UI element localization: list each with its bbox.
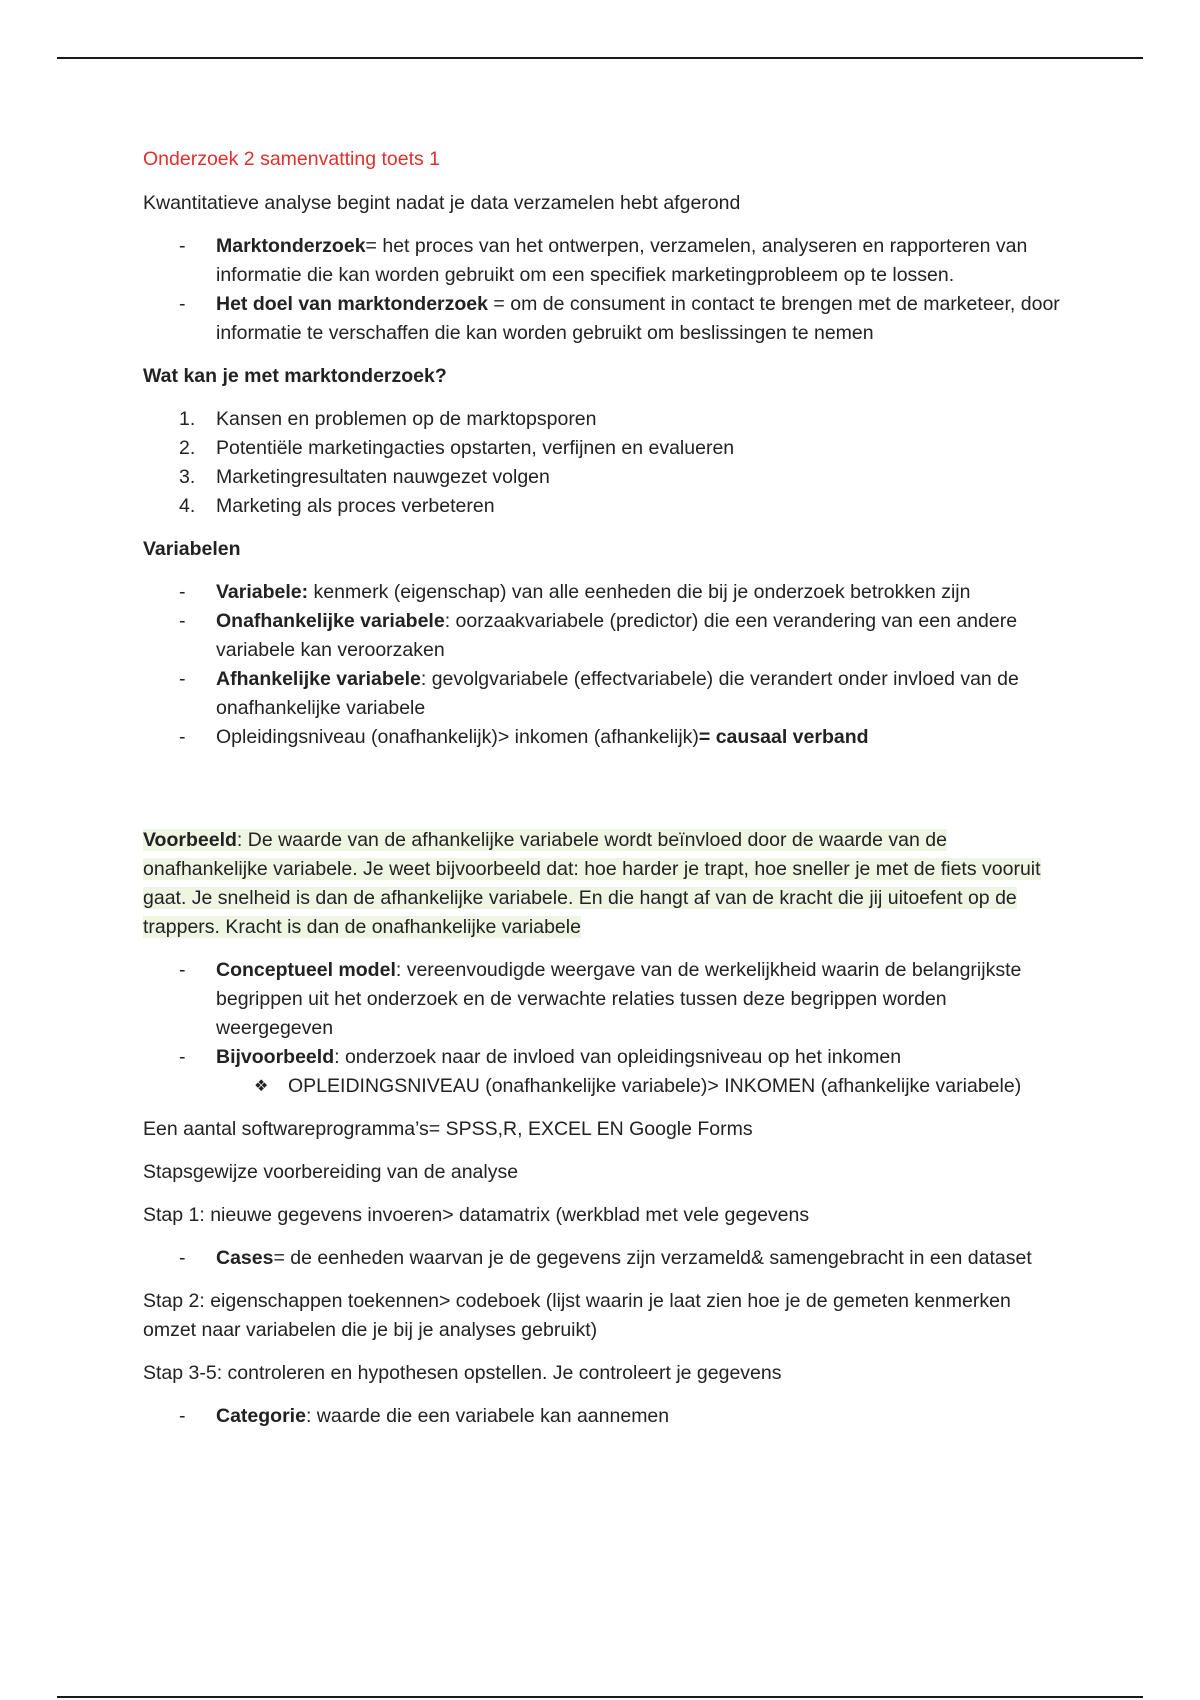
- steps-heading: Stapsgewijze voorbereiding van de analyse: [143, 1161, 519, 1183]
- blank-space: [143, 766, 1063, 826]
- definition-text: : oorzaakvariabele (predictor) die een verandering van een andere variabele kan veroorzaken: [216, 610, 1018, 661]
- list-item: [143, 405, 1063, 434]
- diamond-bullet-icon: ❖: [254, 1078, 269, 1095]
- dash-bullet: -: [179, 581, 186, 603]
- causal-text: Opleidingsniveau (onafhankelijk)> inkomen (afhankelijk): [216, 726, 699, 748]
- term: Variabele:: [216, 581, 309, 603]
- top-rule: [57, 57, 1143, 59]
- list-item: [143, 434, 1063, 463]
- list-item: [143, 1244, 1063, 1273]
- dash-bullet: -: [179, 959, 186, 981]
- bottom-rule: [57, 1696, 1143, 1698]
- list-item: [143, 290, 1063, 348]
- list-item: [143, 232, 1063, 290]
- dash-bullet: -: [179, 293, 186, 315]
- definition-text: : waarde die een variabele kan aannemen: [305, 1405, 670, 1427]
- list-item: [143, 463, 1063, 492]
- example-paragraph: [143, 826, 1063, 942]
- list-text: Marketingresultaten nauwgezet volgen: [216, 466, 550, 488]
- definition-text: = de eenheden waarvan je de gegevens zijn verzameld& samengebracht in een dataset: [273, 1247, 1032, 1269]
- document-body: [143, 145, 1063, 1445]
- definition-list: [143, 232, 1063, 348]
- list-number: 1.: [179, 408, 196, 430]
- sub-text: OPLEIDINGSNIVEAU (onafhankelijke variabele)> INKOMEN (afhankelijke variabele): [288, 1075, 1022, 1097]
- term: Het doel van marktonderzoek: [216, 293, 488, 315]
- intro-paragraph: Kwantitatieve analyse begint nadat je data verzamelen hebt afgerond: [143, 192, 741, 214]
- term: Conceptueel model: [216, 959, 396, 981]
- software-paragraph: Een aantal softwareprogramma’s= SPSS,R, EXCEL EN Google Forms: [143, 1118, 753, 1140]
- definition-text: : vereenvoudigde weergave van de werkelijkheid waarin de belangrijkste begrippen uit het onderzoek en de verwachte relaties tussen deze begrippen worden weergegeven: [216, 959, 1022, 1039]
- dash-bullet: -: [179, 726, 186, 748]
- term: Afhankelijke variabele: [216, 668, 421, 690]
- list-item: [143, 1402, 1063, 1431]
- dash-bullet: -: [179, 610, 186, 632]
- example-highlight: [143, 829, 1041, 938]
- list-item: [216, 1072, 1063, 1101]
- term: Bijvoorbeeld: [216, 1046, 335, 1068]
- dash-bullet: -: [179, 1046, 186, 1068]
- definition-text: = het proces van het ontwerpen, verzamelen, analyseren en rapporteren van informatie die kan worden gebruikt om een specifiek marketingprobleem op te lossen.: [216, 235, 1028, 286]
- dash-bullet: -: [179, 235, 186, 257]
- dash-bullet: -: [179, 1247, 186, 1269]
- definition-text: : onderzoek naar de invloed van opleidingsniveau op het inkomen: [334, 1046, 902, 1068]
- term: Voorbeeld: [143, 829, 237, 851]
- term: Cases: [216, 1247, 274, 1269]
- list-item: [143, 956, 1063, 1043]
- definition-text: : gevolgvariabele (effectvariabele) die verandert onder invloed van de onafhankelijke variabele: [216, 668, 1019, 719]
- definition-text: = om de consument in contact te brengen met de marketeer, door informatie te verschaffen die kan worden gebruikt om beslissingen te nemen: [216, 293, 1060, 344]
- list-text: Potentiële marketingacties opstarten, verfijnen en evalueren: [216, 437, 735, 459]
- list-item: [143, 665, 1063, 723]
- causal-bold: = causaal verband: [698, 726, 869, 748]
- list-item: [143, 607, 1063, 665]
- list-text: Kansen en problemen op de marktopsporen: [216, 408, 597, 430]
- variables-list: [143, 578, 1063, 752]
- list-item: [143, 578, 1063, 607]
- step-2: Stap 2: eigenschappen toekennen> codeboek (lijst waarin je laat zien hoe je de gemeten kenmerken omzet naar variabelen die je bij je analyses gebruikt): [143, 1290, 1011, 1341]
- sub-list: [216, 1072, 1063, 1101]
- dash-bullet: -: [179, 1405, 186, 1427]
- definition-text: kenmerk (eigenschap) van alle eenheden die bij je onderzoek betrokken zijn: [308, 581, 971, 603]
- example-text: : De waarde van de afhankelijke variabele wordt beïnvloed door de waarde van de onafhankelijke variabele. Je weet bijvoorbeeld dat: hoe harder je trapt, hoe sneller je met de fiets vooruit gaat. Je snelheid is dan de afhankelijke variabele. En die hangt af van de kracht die jij uitoefent op de trappers. Kracht is dan de onafhankelijke variabele: [143, 829, 1041, 938]
- term: Onafhankelijke variabele: [216, 610, 445, 632]
- document-title: Onderzoek 2 samenvatting toets 1: [143, 148, 441, 170]
- list-number: 4.: [179, 495, 196, 517]
- list-item: [143, 723, 1063, 752]
- list-number: 2.: [179, 437, 196, 459]
- list-item: [143, 1043, 1063, 1101]
- step-1: Stap 1: nieuwe gegevens invoeren> datamatrix (werkblad met vele gegevens: [143, 1204, 810, 1226]
- list-number: 3.: [179, 466, 196, 488]
- uses-list: [143, 405, 1063, 521]
- list-text: Marketing als proces verbeteren: [216, 495, 495, 517]
- model-list: [143, 956, 1063, 1101]
- cases-list: [143, 1244, 1063, 1273]
- dash-bullet: -: [179, 668, 186, 690]
- step-3-5: Stap 3-5: controleren en hypothesen opstellen. Je controleert je gegevens: [143, 1362, 782, 1384]
- list-item: [143, 492, 1063, 521]
- heading-uses: Wat kan je met marktonderzoek?: [143, 365, 447, 387]
- term: Categorie: [216, 1405, 306, 1427]
- term: Marktonderzoek: [216, 235, 366, 257]
- category-list: [143, 1402, 1063, 1431]
- heading-variables: Variabelen: [143, 538, 241, 560]
